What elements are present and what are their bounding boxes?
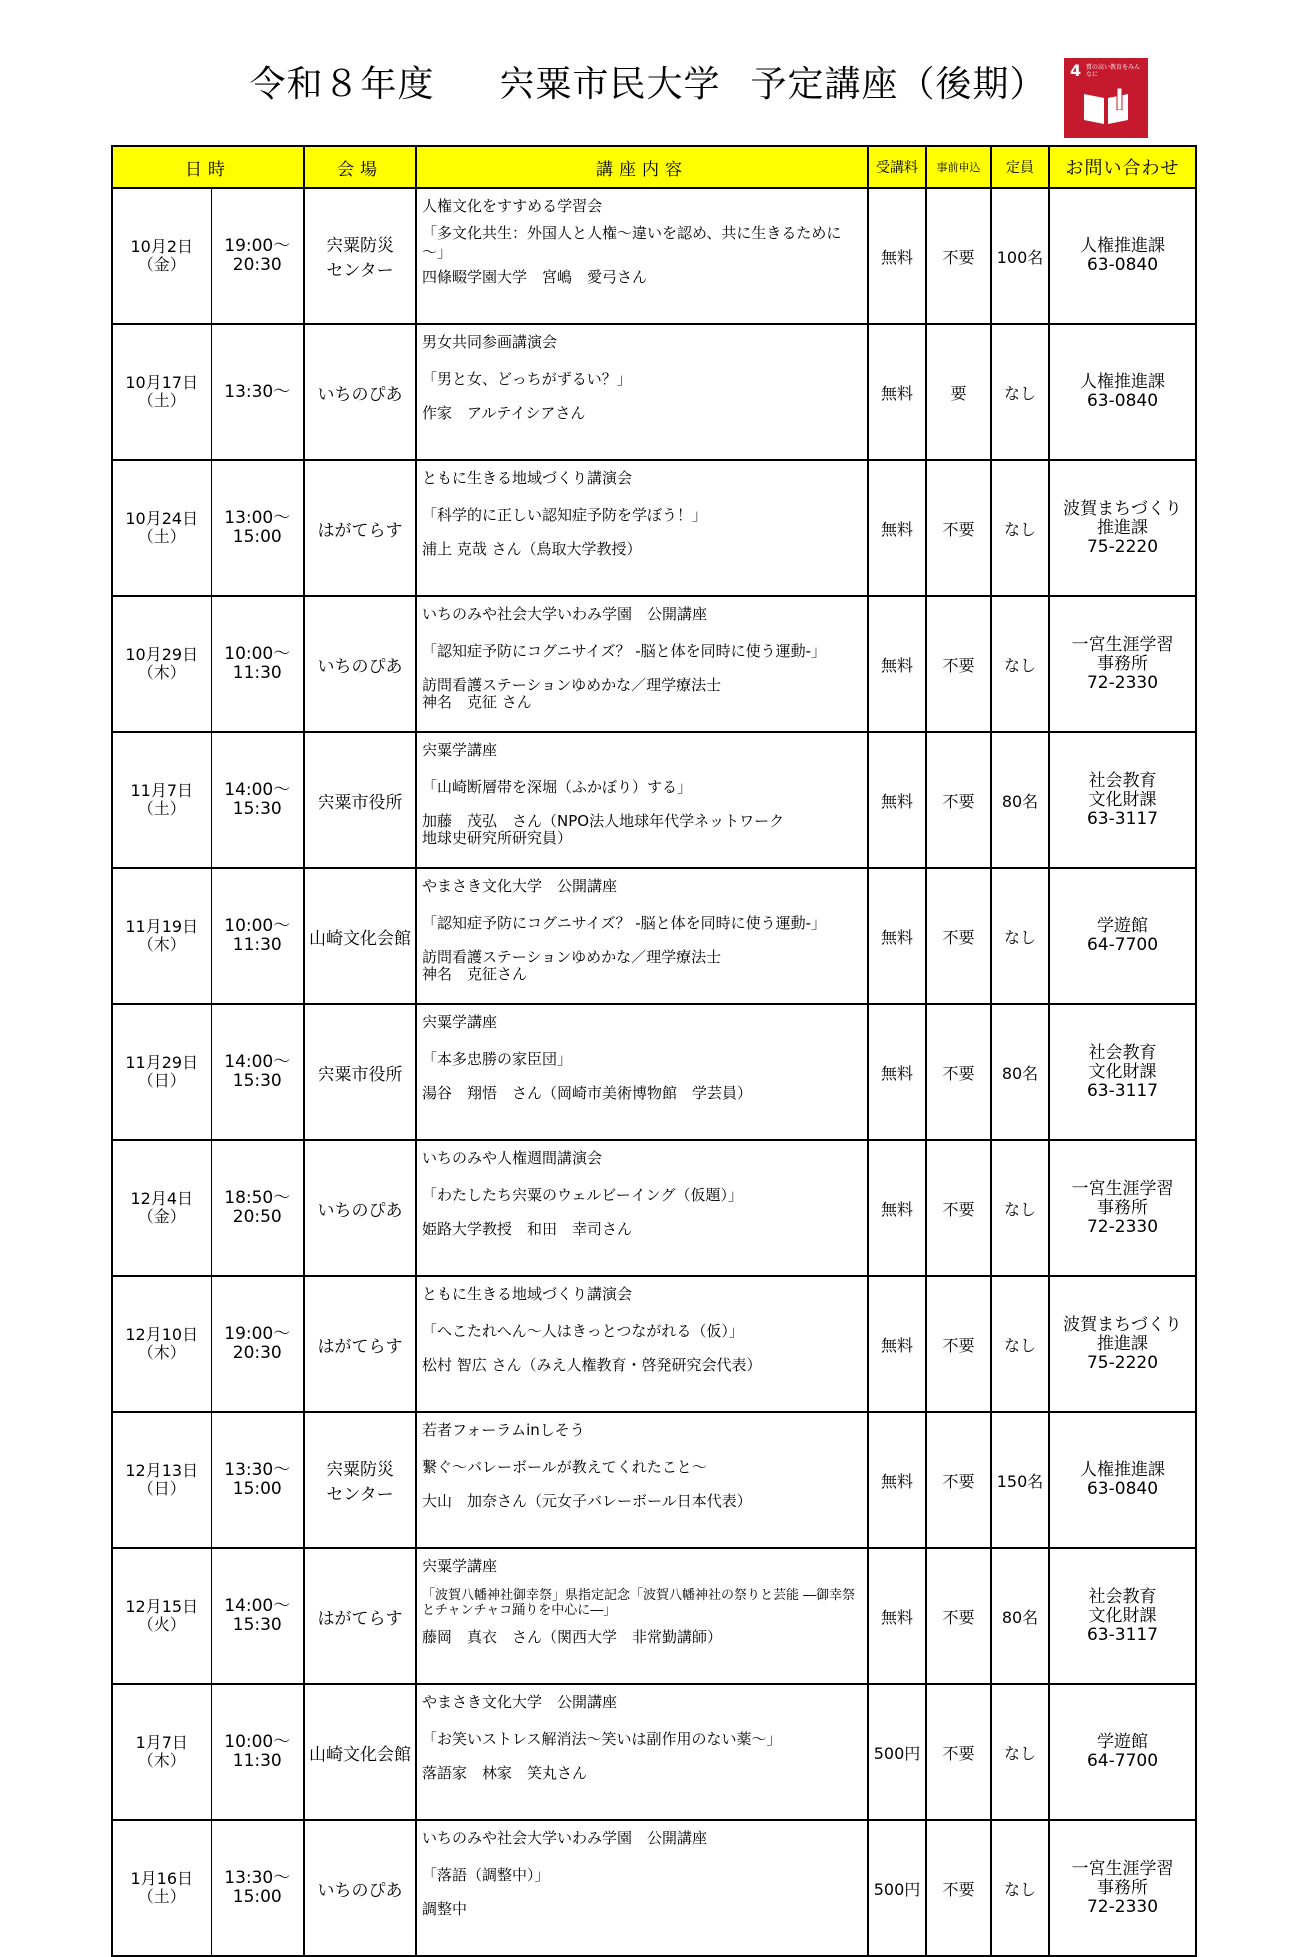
venue-line: はがてらす xyxy=(317,1336,403,1357)
speaker: 四條畷学園大学 宮嶋 愛弓さん xyxy=(422,268,648,286)
table-row xyxy=(112,1004,1196,1140)
lecture-schedule-table xyxy=(111,145,1197,1957)
speaker: 地球史研究所研究員） xyxy=(422,829,573,847)
content-cell xyxy=(416,1684,868,1820)
lecture-title: 「科学的に正しい認知症予防を学ぼう！」 xyxy=(422,505,708,524)
month-day: 12月10日 xyxy=(125,1325,199,1344)
weekday: （木） xyxy=(137,935,186,954)
time-cell xyxy=(211,460,304,596)
capacity-cell: 80名 xyxy=(991,1004,1049,1140)
contact-cell xyxy=(1049,596,1196,732)
fee-cell: 無料 xyxy=(868,596,926,732)
start-time: 10:00～ xyxy=(224,1732,291,1752)
end-time: 11:30 xyxy=(232,1751,282,1771)
end-time: 11:30 xyxy=(232,935,282,955)
date-cell xyxy=(112,188,211,324)
time-cell xyxy=(211,1412,304,1548)
venue-line: 宍粟市役所 xyxy=(317,792,403,813)
start-time: 10:00～ xyxy=(224,916,291,936)
date-cell xyxy=(112,1684,211,1820)
time-cell xyxy=(211,1276,304,1412)
venue-cell xyxy=(304,460,416,596)
venue-line: いちのぴあ xyxy=(317,1200,403,1221)
fee-cell: 500円 xyxy=(868,1820,926,1956)
end-time: 15:30 xyxy=(232,1615,282,1635)
start-time: 19:00～ xyxy=(224,236,291,256)
month-day: 10月24日 xyxy=(125,509,199,528)
end-time: 20:50 xyxy=(232,1207,282,1227)
contact-line: 一宮生涯学習 xyxy=(1071,1858,1174,1879)
lecture-title: 「認知症予防にコグニサイズ？ -脳と体を同時に使う運動-」 xyxy=(422,913,827,932)
table-row xyxy=(112,1548,1196,1684)
capacity-cell: なし xyxy=(991,324,1049,460)
table-row xyxy=(112,596,1196,732)
lecture-title: 「お笑いストレス解消法～笑いは副作用のない薬～」 xyxy=(422,1729,782,1748)
lecture-title: 「認知症予防にコグニサイズ？ -脳と体を同時に使う運動-」 xyxy=(422,641,827,660)
end-time: 15:30 xyxy=(232,799,282,819)
speaker: 神名 克征さん xyxy=(422,965,528,983)
advance-cell: 不要 xyxy=(926,1548,991,1684)
contact-cell xyxy=(1049,460,1196,596)
advance-cell: 不要 xyxy=(926,188,991,324)
header-capacity: 定員 xyxy=(991,146,1049,188)
content-cell xyxy=(416,596,868,732)
venue-line: 宍粟防災 xyxy=(326,1460,394,1480)
venue-cell xyxy=(304,596,416,732)
date-cell xyxy=(112,1548,211,1684)
table-row xyxy=(112,1684,1196,1820)
organizer: 宍粟学講座 xyxy=(422,1013,498,1031)
contact-line: 社会教育 xyxy=(1088,1586,1157,1607)
contact-line: 社会教育 xyxy=(1088,1042,1157,1063)
fee-cell: 無料 xyxy=(868,1548,926,1684)
fee-cell: 無料 xyxy=(868,460,926,596)
start-time: 14:00～ xyxy=(224,1052,291,1072)
organizer: いちのみや人権週間講演会 xyxy=(422,1149,603,1167)
lecture-title: 「山崎断層帯を深堀（ふかぼり）する」 xyxy=(422,777,693,796)
end-time: 11:30 xyxy=(232,663,282,683)
weekday: （金） xyxy=(137,1207,186,1226)
speaker: 作家 アルテイシアさん xyxy=(422,404,586,422)
table-row xyxy=(112,868,1196,1004)
time-cell xyxy=(211,1548,304,1684)
month-day: 12月15日 xyxy=(125,1597,199,1616)
advance-cell: 不要 xyxy=(926,460,991,596)
organizer: ともに生きる地域づくり講演会 xyxy=(422,1285,633,1303)
contact-cell xyxy=(1049,1004,1196,1140)
contact-line: 事務所 xyxy=(1097,1197,1148,1218)
header-advance: 事前申込 xyxy=(926,146,991,188)
sdg-goal-4-badge xyxy=(1064,58,1148,138)
contact-line: 社会教育 xyxy=(1088,770,1157,791)
venue-cell xyxy=(304,1548,416,1684)
title-year: 令和８年度 xyxy=(249,64,435,105)
content-cell xyxy=(416,732,868,868)
capacity-cell: なし xyxy=(991,1684,1049,1820)
start-time: 13:30～ xyxy=(224,1868,291,1888)
capacity-cell: 150名 xyxy=(991,1412,1049,1548)
end-time: 15:00 xyxy=(232,1479,282,1499)
contact-line: 事務所 xyxy=(1097,1877,1148,1898)
contact-cell xyxy=(1049,1684,1196,1820)
table-row xyxy=(112,1412,1196,1548)
speaker: 浦上 克哉 さん（鳥取大学教授） xyxy=(422,540,642,558)
date-cell xyxy=(112,460,211,596)
contact-cell xyxy=(1049,1140,1196,1276)
contact-cell xyxy=(1049,1276,1196,1412)
time-cell xyxy=(211,188,304,324)
content-cell xyxy=(416,1004,868,1140)
venue-line: はがてらす xyxy=(317,520,403,541)
open-book-icon xyxy=(1081,88,1131,126)
weekday: （火） xyxy=(137,1615,186,1634)
contact-line: 学遊館 xyxy=(1097,1732,1148,1752)
speaker: 松村 智広 さん（みえ人権教育・啓発研究会代表） xyxy=(422,1356,762,1374)
date-cell xyxy=(112,1820,211,1956)
advance-cell: 不要 xyxy=(926,732,991,868)
venue-cell xyxy=(304,1684,416,1820)
venue-line: いちのぴあ xyxy=(317,1880,403,1901)
contact-line: 人権推進課 xyxy=(1080,1460,1165,1480)
fee-cell: 無料 xyxy=(868,1140,926,1276)
speaker: 落語家 林家 笑丸さん xyxy=(422,1764,588,1782)
weekday: （日） xyxy=(137,1479,186,1498)
speaker: 姫路大学教授 和田 幸司さん xyxy=(422,1220,633,1238)
lecture-title: 繋ぐ～バレーボールが教えてくれたこと～ xyxy=(422,1457,707,1476)
contact-line: 64-7700 xyxy=(1086,1751,1159,1771)
time-cell xyxy=(211,1140,304,1276)
contact-line: 63-3117 xyxy=(1086,1080,1159,1101)
speaker: 大山 加奈さん（元女子バレーボール日本代表） xyxy=(422,1492,752,1510)
contact-cell xyxy=(1049,1548,1196,1684)
contact-line: 63-3117 xyxy=(1086,1624,1159,1645)
weekday: （日） xyxy=(137,1071,186,1090)
contact-line: 72-2330 xyxy=(1086,1896,1159,1917)
header-venue: 会場 xyxy=(304,146,416,188)
table-header-row xyxy=(112,146,1196,188)
date-cell xyxy=(112,1004,211,1140)
end-time: 15:30 xyxy=(232,1071,282,1091)
content-cell xyxy=(416,1140,868,1276)
month-day: 11月7日 xyxy=(130,781,194,800)
organizer: 若者フォーラムinしそう xyxy=(422,1421,585,1439)
date-cell xyxy=(112,868,211,1004)
table-row xyxy=(112,1820,1196,1956)
contact-line: 推進課 xyxy=(1097,517,1148,538)
content-cell xyxy=(416,460,868,596)
sdg-label: 質の高い教育をみんなに xyxy=(1086,64,1141,78)
capacity-cell: 80名 xyxy=(991,1548,1049,1684)
capacity-cell: なし xyxy=(991,868,1049,1004)
venue-cell xyxy=(304,1276,416,1412)
organizer: 宍粟学講座 xyxy=(422,741,498,759)
month-day: 12月13日 xyxy=(125,1461,199,1480)
venue-cell xyxy=(304,324,416,460)
contact-line: 文化財課 xyxy=(1088,1061,1157,1082)
lecture-title: 「男と女、どっちがずるい？」 xyxy=(422,369,632,388)
advance-cell: 不要 xyxy=(926,1140,991,1276)
start-time: 14:00～ xyxy=(224,780,291,800)
contact-line: 学遊館 xyxy=(1097,916,1148,936)
table-row xyxy=(112,324,1196,460)
contact-line: 推進課 xyxy=(1097,1333,1148,1354)
speaker: 加藤 茂弘 さん（NPO法人地球年代学ネットワーク xyxy=(422,812,785,830)
advance-cell: 不要 xyxy=(926,868,991,1004)
content-cell xyxy=(416,1276,868,1412)
content-cell xyxy=(416,868,868,1004)
venue-cell xyxy=(304,1140,416,1276)
capacity-cell: 80名 xyxy=(991,732,1049,868)
venue-cell xyxy=(304,868,416,1004)
venue-line: はがてらす xyxy=(317,1608,403,1629)
time-cell xyxy=(211,1004,304,1140)
contact-cell xyxy=(1049,1820,1196,1956)
venue-cell xyxy=(304,1820,416,1956)
header-datetime: 日時 xyxy=(112,146,304,188)
organizer: やまさき文化大学 公開講座 xyxy=(422,1693,618,1711)
contact-cell xyxy=(1049,732,1196,868)
contact-cell xyxy=(1049,188,1196,324)
contact-line: 63-0840 xyxy=(1086,1479,1159,1499)
end-time: 20:30 xyxy=(232,255,282,275)
month-day: 11月19日 xyxy=(125,917,199,936)
advance-cell: 不要 xyxy=(926,596,991,732)
start-time: 19:00～ xyxy=(224,1324,291,1344)
lecture-title: 「波賀八幡神社御幸祭」県指定記念「波賀八幡神社の祭りと芸能 ―御幸祭とチャンチャコ踊りを中心に―」 xyxy=(422,1588,856,1618)
capacity-cell: なし xyxy=(991,1276,1049,1412)
advance-cell: 要 xyxy=(926,324,991,460)
advance-cell: 不要 xyxy=(926,1004,991,1140)
contact-cell xyxy=(1049,1412,1196,1548)
speaker: 神名 克征 さん xyxy=(422,693,532,711)
contact-line: 一宮生涯学習 xyxy=(1071,634,1174,655)
contact-line: 文化財課 xyxy=(1088,1605,1157,1626)
capacity-cell: 100名 xyxy=(991,188,1049,324)
table-row xyxy=(112,1276,1196,1412)
weekday: （金） xyxy=(137,255,186,274)
date-cell xyxy=(112,596,211,732)
contact-line: 64-7700 xyxy=(1086,935,1159,955)
start-time: 13:00～ xyxy=(224,508,291,528)
start-time: 10:00～ xyxy=(224,644,291,664)
organizer: 宍粟学講座 xyxy=(422,1557,498,1575)
fee-cell: 無料 xyxy=(868,324,926,460)
fee-cell: 無料 xyxy=(868,188,926,324)
time-cell xyxy=(211,596,304,732)
header-fee: 受講料 xyxy=(868,146,926,188)
venue-cell xyxy=(304,1004,416,1140)
advance-cell: 不要 xyxy=(926,1276,991,1412)
organizer: ともに生きる地域づくり講演会 xyxy=(422,469,633,487)
month-day: 11月29日 xyxy=(125,1053,199,1072)
contact-line: 人権推進課 xyxy=(1080,236,1165,256)
table-row xyxy=(112,1140,1196,1276)
lecture-title: 「へこたれへん～人はきっとつながれる（仮）」 xyxy=(422,1321,744,1340)
month-day: 10月17日 xyxy=(125,373,199,392)
contact-line: 波賀まちづくり xyxy=(1063,498,1182,519)
organizer: 男女共同参画講演会 xyxy=(422,333,558,351)
advance-cell: 不要 xyxy=(926,1684,991,1820)
content-cell xyxy=(416,188,868,324)
venue-line: 山崎文化会館 xyxy=(309,928,411,949)
weekday: （木） xyxy=(137,1343,186,1362)
sdg-number: 4 xyxy=(1070,61,1082,80)
capacity-cell: なし xyxy=(991,1140,1049,1276)
end-time: 20:30 xyxy=(232,1343,282,1363)
capacity-cell: なし xyxy=(991,460,1049,596)
start-time: 13:30～ xyxy=(224,1460,291,1480)
contact-line: 63-0840 xyxy=(1086,255,1159,275)
fee-cell: 無料 xyxy=(868,1004,926,1140)
time-cell xyxy=(211,1820,304,1956)
month-day: 10月2日 xyxy=(130,237,194,256)
speaker: 湯谷 翔悟 さん（岡崎市美術博物館 学芸員） xyxy=(422,1084,753,1102)
contact-line: 75-2220 xyxy=(1086,536,1159,557)
content-cell xyxy=(416,1820,868,1956)
contact-line: 事務所 xyxy=(1097,653,1148,674)
end-time: 15:00 xyxy=(232,1887,282,1907)
content-cell xyxy=(416,1548,868,1684)
title-sub: 予定講座（後期） xyxy=(750,64,1047,105)
lecture-title: 「本多忠勝の家臣団」 xyxy=(422,1049,573,1068)
lecture-title: 「落語（調整中）」 xyxy=(422,1865,550,1884)
contact-line: 63-0840 xyxy=(1086,391,1159,411)
time-cell xyxy=(211,732,304,868)
venue-cell xyxy=(304,188,416,324)
date-cell xyxy=(112,324,211,460)
venue-line: 宍粟市役所 xyxy=(317,1064,403,1085)
organizer: いちのみや社会大学いわみ学園 公開講座 xyxy=(422,605,708,623)
contact-line: 人権推進課 xyxy=(1080,372,1165,392)
contact-line: 72-2330 xyxy=(1086,672,1159,693)
contact-line: 一宮生涯学習 xyxy=(1071,1178,1174,1199)
table-row xyxy=(112,460,1196,596)
fee-cell: 無料 xyxy=(868,868,926,1004)
time-cell xyxy=(211,1684,304,1820)
venue-cell xyxy=(304,1412,416,1548)
month-day: 12月4日 xyxy=(130,1189,194,1208)
contact-line: 75-2220 xyxy=(1086,1352,1159,1373)
header-contact: お問い合わせ xyxy=(1049,146,1196,188)
venue-line: センター xyxy=(326,261,394,281)
date-cell xyxy=(112,1412,211,1548)
start-time: 13:30～ xyxy=(224,381,291,402)
venue-line: 山崎文化会館 xyxy=(309,1744,411,1765)
start-time: 14:00～ xyxy=(224,1596,291,1616)
month-day: 10月29日 xyxy=(125,645,199,664)
date-cell xyxy=(112,1276,211,1412)
advance-cell: 不要 xyxy=(926,1412,991,1548)
weekday: （土） xyxy=(137,391,186,410)
contact-line: 文化財課 xyxy=(1088,789,1157,810)
speaker: 訪問看護ステーションゆめかな／理学療法士 xyxy=(422,676,722,694)
lecture-title: 「多文化共生：外国人と人権～違いを認め、共に生きるために～」 xyxy=(422,224,842,261)
end-time: 15:00 xyxy=(232,527,282,547)
fee-cell: 無料 xyxy=(868,1276,926,1412)
start-time: 18:50～ xyxy=(224,1188,291,1208)
time-cell xyxy=(211,324,304,460)
speaker: 訪問看護ステーションゆめかな／理学療法士 xyxy=(422,948,722,966)
venue-line: センター xyxy=(326,1485,394,1505)
advance-cell: 不要 xyxy=(926,1820,991,1956)
venue-line: 宍粟防災 xyxy=(326,236,394,256)
fee-cell: 無料 xyxy=(868,732,926,868)
date-cell xyxy=(112,1140,211,1276)
lecture-title: 「わたしたち宍粟のウェルビーイング（仮題）」 xyxy=(422,1185,744,1204)
venue-line: いちのぴあ xyxy=(317,656,403,677)
contact-line: 波賀まちづくり xyxy=(1063,1314,1182,1335)
table-row xyxy=(112,732,1196,868)
weekday: （土） xyxy=(137,527,186,546)
date-cell xyxy=(112,732,211,868)
contact-cell xyxy=(1049,868,1196,1004)
weekday: （木） xyxy=(137,1751,186,1770)
month-day: 1月16日 xyxy=(130,1869,194,1888)
speaker: 藤岡 真衣 さん（関西大学 非常勤講師） xyxy=(422,1628,723,1646)
contact-line: 63-3117 xyxy=(1086,808,1159,829)
organizer: いちのみや社会大学いわみ学園 公開講座 xyxy=(422,1829,708,1847)
fee-cell: 500円 xyxy=(868,1684,926,1820)
weekday: （土） xyxy=(137,1887,186,1906)
header-content: 講座内容 xyxy=(416,146,868,188)
fee-cell: 無料 xyxy=(868,1412,926,1548)
venue-line: いちのぴあ xyxy=(317,384,403,405)
content-cell xyxy=(416,1412,868,1548)
time-cell xyxy=(211,868,304,1004)
contact-line: 72-2330 xyxy=(1086,1216,1159,1237)
organizer: やまさき文化大学 公開講座 xyxy=(422,877,618,895)
capacity-cell: なし xyxy=(991,596,1049,732)
table-row xyxy=(112,188,1196,324)
organizer: 人権文化をすすめる学習会 xyxy=(422,197,603,215)
weekday: （土） xyxy=(137,799,186,818)
title-name: 宍粟市民大学 xyxy=(498,64,721,105)
weekday: （木） xyxy=(137,663,186,682)
contact-cell xyxy=(1049,324,1196,460)
content-cell xyxy=(416,324,868,460)
month-day: 1月7日 xyxy=(135,1733,188,1752)
speaker: 調整中 xyxy=(422,1900,468,1918)
capacity-cell: なし xyxy=(991,1820,1049,1956)
venue-cell xyxy=(304,732,416,868)
